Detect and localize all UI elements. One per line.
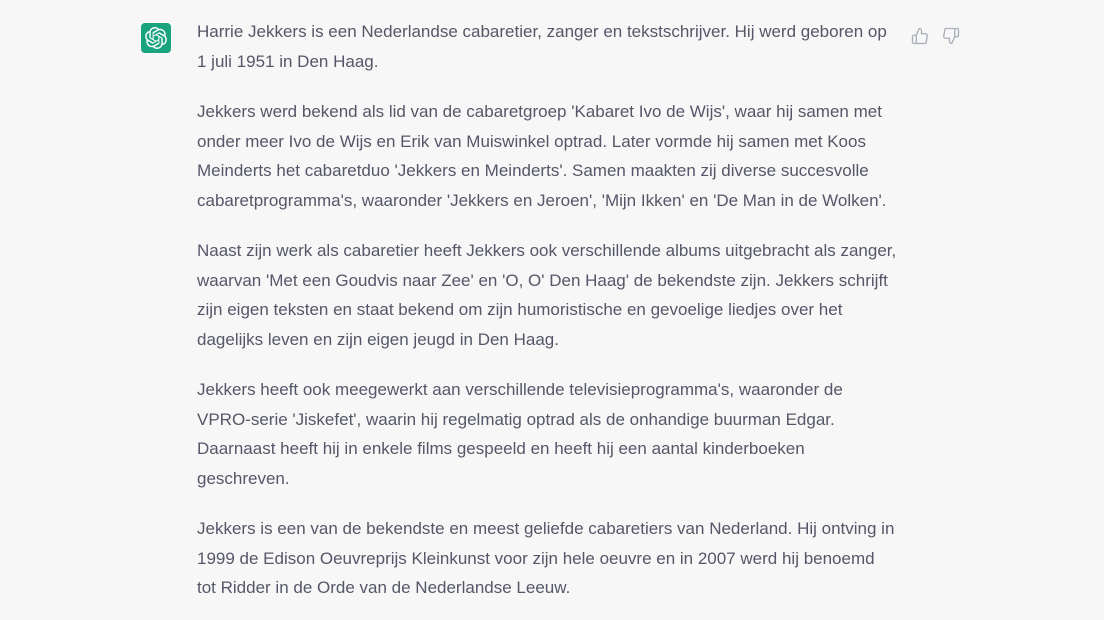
assistant-avatar: [141, 23, 171, 53]
thumbs-up-button[interactable]: [911, 27, 929, 45]
thumbs-down-icon: [942, 27, 960, 45]
message-paragraph: Jekkers werd bekend als lid van de cabaretgroep 'Kabaret Ivo de Wijs', waar hij samen met onder meer Ivo de Wijs en Erik van Muiswinkel optrad. Later vormde hij samen met Koos Meinderts het cabaretduo 'Jekkers en Meinderts'. Samen maakten zij diverse succesvolle cabaretprogramma's, waaronder 'Jekkers en Jeroen', 'Mijn Ikken' en 'De Man in de Wolken'.: [197, 102, 887, 210]
message-paragraph: Jekkers is een van de bekendste en meest geliefde cabaretiers van Nederland. Hij ontving in 1999 de Edison Oeuvreprijs Kleinkunst voor zijn hele oeuvre en in 2007 werd hij benoemd tot Ridder in de Orde van de Nederlandse Leeuw.: [197, 519, 895, 597]
openai-logo-icon: [145, 27, 167, 49]
message-paragraph: Jekkers heeft ook meegewerkt aan verschillende televisieprogramma's, waaronder de VPRO-serie 'Jiskefet', waarin hij regelmatig optrad als de onhandige buurman Edgar. Daarnaast heeft hij in enkele films gespeeld en heeft hij een aantal kinderboeken geschreven.: [197, 380, 843, 488]
thumbs-down-button[interactable]: [942, 27, 960, 45]
feedback-buttons: [911, 27, 960, 45]
message-paragraph: Harrie Jekkers is een Nederlandse cabaretier, zanger en tekstschrijver. Hij werd geboren op 1 juli 1951 in Den Haag.: [197, 22, 887, 71]
message-paragraph: Naast zijn werk als cabaretier heeft Jekkers ook verschillende albums uitgebracht als zanger, waarvan 'Met een Goudvis naar Zee' en 'O, O' Den Haag' de bekendste zijn. Jekkers schrijft zijn eigen teksten en staat bekend om zijn humoristische en gevoelige liedjes over het dagelijks leven en zijn eigen jeugd in Den Haag.: [197, 241, 897, 349]
thumbs-up-icon: [911, 27, 929, 45]
message-content: [197, 17, 897, 603]
